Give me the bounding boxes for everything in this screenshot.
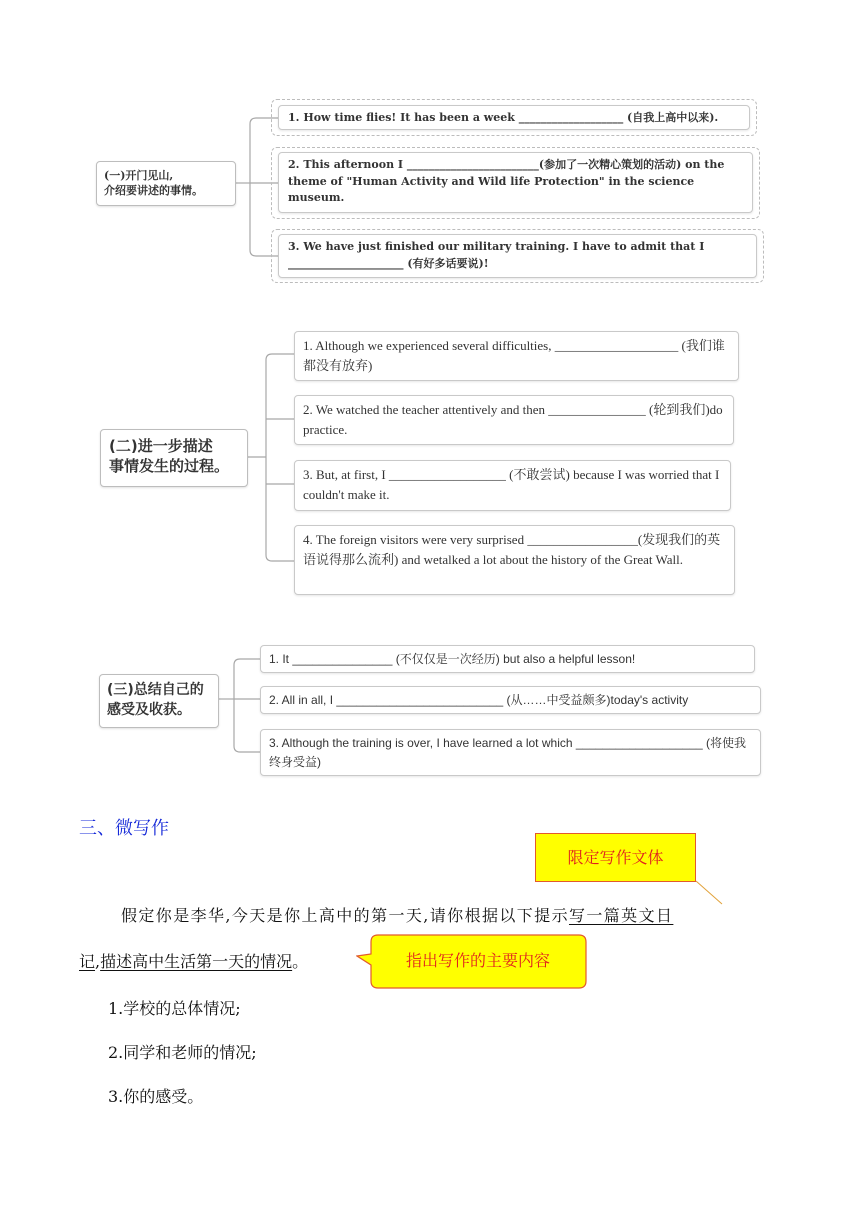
prompt-line1 <box>79 906 783 926</box>
prompt-point-2: 2.同学和老师的情况; <box>108 1043 257 1062</box>
prompt-line2 <box>79 952 308 972</box>
map1-root <box>96 161 236 206</box>
map2-root-line2: 事情发生的过程。 <box>109 457 230 476</box>
prompt-line2-end: 。 <box>292 952 309 971</box>
map2-item2: 2. We watched the teacher attentively and then _______________ (轮到我们)do practice. <box>294 395 734 445</box>
prompt-point-3: 3.你的感受。 <box>108 1087 204 1106</box>
map3-root-line2: 感受及收获。 <box>107 702 191 719</box>
prompt-line1-text: 假定你是李华,今天是你上高中的第一天,请你根据以下提示 <box>121 906 569 925</box>
map3-root <box>99 674 219 728</box>
map2-root-line1: (二)进一步描述 <box>109 437 213 455</box>
map2-item3: 3. But, at first, I __________________ (不敢尝试) because I was worried that I couldn't make it. <box>294 460 731 511</box>
callout-content: 指出写作的主要内容 <box>405 951 550 970</box>
map1-item2: 2. This afternoon I ________________________(参加了一次精心策划的活动) on the theme of "Human Activity and Wild life Protection" in the science museum. <box>278 152 753 213</box>
map3-item3: 3. Although the training is over, I have learned a lot which ___________________ (将使我终身受益) <box>260 729 761 776</box>
map3-item1: 1. It _______________ (不仅仅是一次经历) but also a helpful lesson! <box>260 645 755 673</box>
prompt-line2-underlined-a: 记 <box>79 952 96 971</box>
map2-root <box>100 429 248 487</box>
prompt-line2-underlined-b: 描述高中生活第一天的情况 <box>100 952 293 971</box>
section-heading: 三、微写作 <box>79 818 169 839</box>
prompt-line1-underlined: 写一篇英文日 <box>568 906 674 925</box>
map3-item2: 2. All in all, I _________________________ (从……中受益颇多)today's activity <box>260 686 761 714</box>
map1-root-line1: (一)开门见山, <box>104 169 174 182</box>
map1-root-line2: 介绍要讲述的事情。 <box>104 184 203 198</box>
callout-genre: 限定写作文体 <box>535 833 696 882</box>
map2-item4: 4. The foreign visitors were very surprised _________________(发现我们的英语说得那么流利) and wetalked a lot about the history of the Great Wall. <box>294 525 735 595</box>
prompt-line2-comma: , <box>95 952 101 971</box>
map1-item1: 1. How time flies! It has been a week ___________________ (自我上高中以来). <box>278 105 750 130</box>
prompt-point-1: 1.学校的总体情况; <box>108 999 241 1018</box>
map2-item1: 1. Although we experienced several difficulties, ___________________ (我们谁都没有放弃) <box>294 331 739 381</box>
map1-item3: 3. We have just finished our military training. I have to admit that I _____________________ (有好多话要说)! <box>278 234 757 278</box>
map3-root-line1: (三)总结自己的 <box>107 682 204 698</box>
